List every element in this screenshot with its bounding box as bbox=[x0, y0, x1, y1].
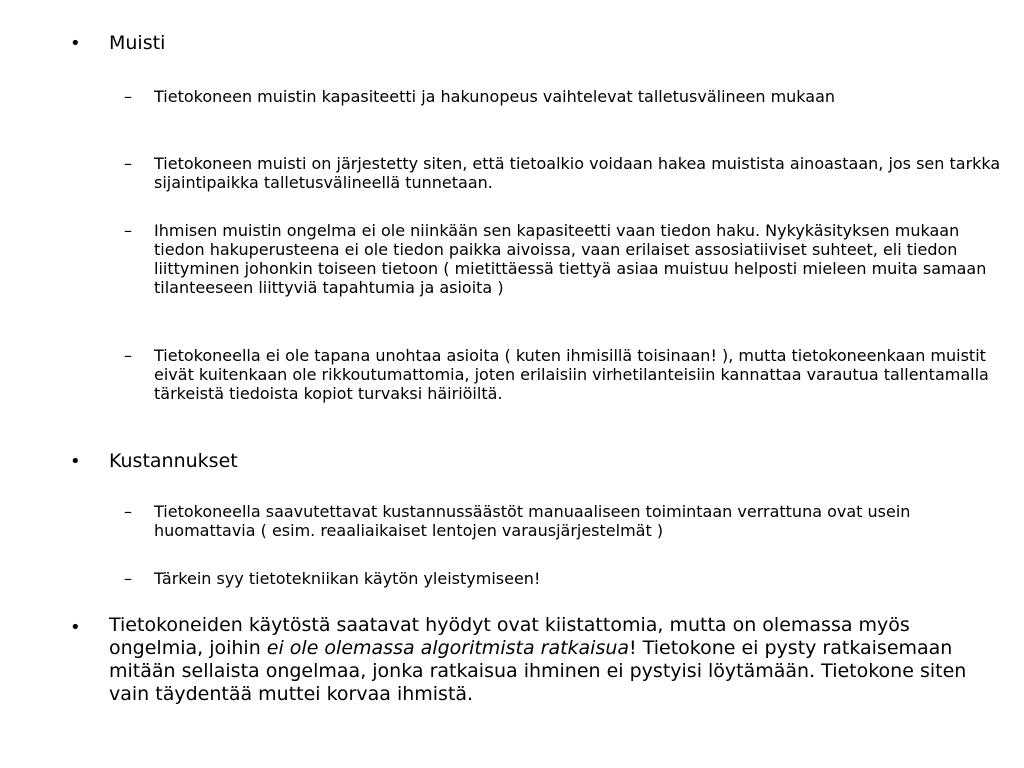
final-text-before: Tietokoneiden käytöstä saatavat hyödyt ovat kiistattomia, mutta on olemassa myös ongelmia, joihin bbox=[109, 614, 910, 659]
dash-marker: – bbox=[124, 87, 132, 106]
section-heading-kustannukset: Kustannukset bbox=[109, 450, 238, 472]
bullet-marker: • bbox=[70, 617, 81, 638]
list-item: Tietokoneella ei ole tapana unohtaa asioita ( kuten ihmisillä toisinaan! ), mutta tietokoneenkaan muistit eivät kuitenkaan ole rikkoutumattomia, joten erilaisiin virhetilanteisiin kannattaa varautua tallentamalla tärkeistä tiedoista kopiot turvaksi häiriöiltä. bbox=[154, 346, 989, 403]
bullet-marker: • bbox=[70, 451, 81, 472]
list-item: Ihmisen muistin ongelma ei ole niinkään sen kapasiteetti vaan tiedon haku. Nykykäsityksen mukaan tiedon hakuperusteena ei ole tiedon paikka aivoissa, vaan erilaiset assosiatiiviset suhteet, eli tiedon liittyminen johonkin toiseen tietoon ( mietittäessä tiettyä asiaa muistuu helposti mieleen muita samaan tilanteeseen liittyviä tapahtumia ja asioita ) bbox=[154, 221, 987, 297]
list-item: Tietokoneella saavutettavat kustannussäästöt manuaaliseen toimintaan verrattuna ovat usein huomattavia ( esim. reaaliaikaiset lentojen varausjärjestelmät ) bbox=[154, 502, 911, 540]
final-text-emphasis: ei ole olemassa algoritmista ratkaisua bbox=[266, 637, 630, 659]
dash-marker: – bbox=[124, 221, 132, 240]
final-paragraph bbox=[109, 614, 999, 706]
dash-marker: – bbox=[124, 502, 132, 521]
list-item: Tietokoneen muisti on järjestetty siten, että tietoalkio voidaan hakea muistista ainoastaan, jos sen tarkka sijaintipaikka talletusvälineellä tunnetaan. bbox=[154, 154, 1001, 192]
section-heading-muisti: Muisti bbox=[109, 32, 166, 54]
dash-marker: – bbox=[124, 569, 132, 588]
list-item: Tietokoneen muistin kapasiteetti ja hakunopeus vaihtelevat talletusvälineen mukaan bbox=[154, 87, 836, 106]
final-text-after: ! Tietokone ei pysty ratkaisemaan mitään sellaista ongelmaa, jonka ratkaisua ihminen ei pystyisi löytämään. Tietokone siten vain täydentää muttei korvaa ihmistä. bbox=[109, 637, 967, 705]
bullet-marker: • bbox=[70, 33, 81, 54]
dash-marker: – bbox=[124, 346, 132, 365]
dash-marker: – bbox=[124, 154, 132, 173]
list-item: Tärkein syy tietotekniikan käytön yleistymiseen! bbox=[154, 569, 541, 588]
